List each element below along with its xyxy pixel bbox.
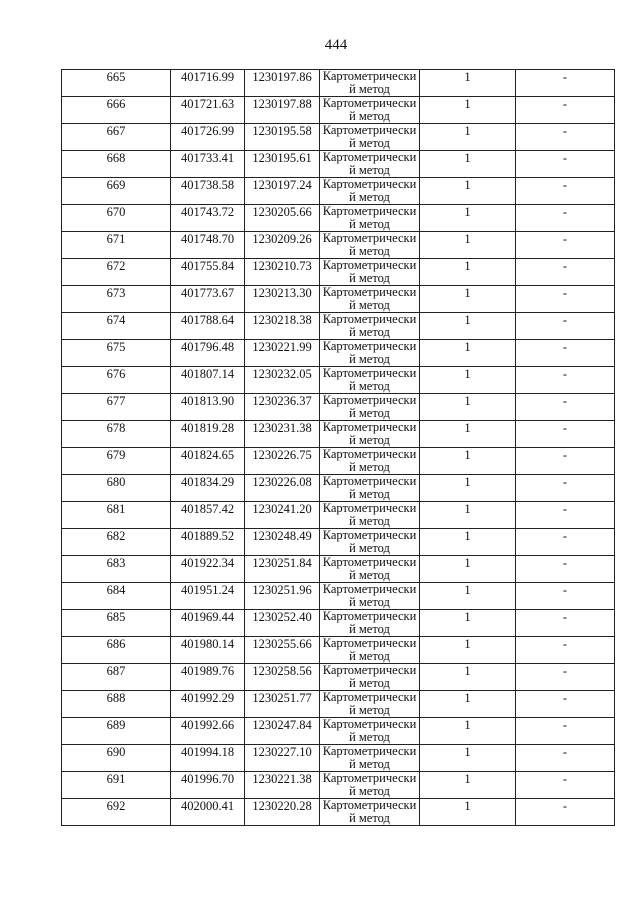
table-row bbox=[62, 286, 615, 313]
point-number-cell: 668 bbox=[62, 151, 171, 178]
accuracy-cell: 1 bbox=[420, 286, 516, 313]
point-number-cell: 686 bbox=[62, 637, 171, 664]
table-row bbox=[62, 475, 615, 502]
x-coordinate-cell: 401738.58 bbox=[171, 178, 245, 205]
x-coordinate-cell: 401813.90 bbox=[171, 394, 245, 421]
x-coordinate-cell: 401994.18 bbox=[171, 745, 245, 772]
point-number-cell: 675 bbox=[62, 340, 171, 367]
method-line-2: й метод bbox=[349, 433, 390, 447]
table-row bbox=[62, 691, 615, 718]
description-cell: - bbox=[516, 718, 615, 745]
method-line-2: й метод bbox=[349, 244, 390, 258]
method-line-1: Картометрически bbox=[322, 474, 417, 488]
method-line-2: й метод bbox=[349, 568, 390, 582]
accuracy-cell: 1 bbox=[420, 448, 516, 475]
method-cell bbox=[320, 610, 420, 637]
description-cell: - bbox=[516, 151, 615, 178]
x-coordinate-cell: 401992.66 bbox=[171, 718, 245, 745]
method-line-1: Картометрически bbox=[322, 393, 417, 407]
method-line-1: Картометрически bbox=[322, 231, 417, 245]
accuracy-cell: 1 bbox=[420, 232, 516, 259]
point-number-cell: 667 bbox=[62, 124, 171, 151]
description-cell: - bbox=[516, 745, 615, 772]
method-cell bbox=[320, 664, 420, 691]
accuracy-cell: 1 bbox=[420, 475, 516, 502]
table-row bbox=[62, 151, 615, 178]
table-row bbox=[62, 232, 615, 259]
description-cell: - bbox=[516, 529, 615, 556]
table-row bbox=[62, 448, 615, 475]
y-coordinate-cell: 1230232.05 bbox=[245, 367, 320, 394]
y-coordinate-cell: 1230197.24 bbox=[245, 178, 320, 205]
method-line-2: й метод bbox=[349, 217, 390, 231]
table-row bbox=[62, 529, 615, 556]
method-line-2: й метод bbox=[349, 784, 390, 798]
method-line-2: й метод bbox=[349, 379, 390, 393]
accuracy-cell: 1 bbox=[420, 772, 516, 799]
y-coordinate-cell: 1230231.38 bbox=[245, 421, 320, 448]
method-cell bbox=[320, 178, 420, 205]
method-cell bbox=[320, 691, 420, 718]
method-line-2: й метод bbox=[349, 406, 390, 420]
point-number-cell: 680 bbox=[62, 475, 171, 502]
point-number-cell: 691 bbox=[62, 772, 171, 799]
method-line-2: й метод bbox=[349, 541, 390, 555]
method-line-2: й метод bbox=[349, 730, 390, 744]
table-row bbox=[62, 664, 615, 691]
description-cell: - bbox=[516, 502, 615, 529]
method-line-1: Картометрически bbox=[322, 501, 417, 515]
description-cell: - bbox=[516, 610, 615, 637]
y-coordinate-cell: 1230251.77 bbox=[245, 691, 320, 718]
accuracy-cell: 1 bbox=[420, 583, 516, 610]
table-row bbox=[62, 70, 615, 97]
y-coordinate-cell: 1230205.66 bbox=[245, 205, 320, 232]
method-line-2: й метод bbox=[349, 460, 390, 474]
method-cell bbox=[320, 772, 420, 799]
method-cell bbox=[320, 556, 420, 583]
y-coordinate-cell: 1230195.58 bbox=[245, 124, 320, 151]
y-coordinate-cell: 1230258.56 bbox=[245, 664, 320, 691]
method-line-1: Картометрически bbox=[322, 123, 417, 137]
accuracy-cell: 1 bbox=[420, 340, 516, 367]
method-cell bbox=[320, 421, 420, 448]
point-number-cell: 692 bbox=[62, 799, 171, 826]
table-row bbox=[62, 718, 615, 745]
x-coordinate-cell: 401889.52 bbox=[171, 529, 245, 556]
point-number-cell: 666 bbox=[62, 97, 171, 124]
point-number-cell: 687 bbox=[62, 664, 171, 691]
accuracy-cell: 1 bbox=[420, 502, 516, 529]
table-row bbox=[62, 394, 615, 421]
method-cell bbox=[320, 394, 420, 421]
y-coordinate-cell: 1230248.49 bbox=[245, 529, 320, 556]
method-line-2: й метод bbox=[349, 325, 390, 339]
y-coordinate-cell: 1230197.86 bbox=[245, 70, 320, 97]
table-row bbox=[62, 556, 615, 583]
point-number-cell: 677 bbox=[62, 394, 171, 421]
y-coordinate-cell: 1230195.61 bbox=[245, 151, 320, 178]
accuracy-cell: 1 bbox=[420, 97, 516, 124]
x-coordinate-cell: 401755.84 bbox=[171, 259, 245, 286]
method-line-2: й метод bbox=[349, 163, 390, 177]
method-line-2: й метод bbox=[349, 649, 390, 663]
coordinates-table bbox=[61, 69, 615, 826]
method-line-2: й метод bbox=[349, 136, 390, 150]
table-row bbox=[62, 313, 615, 340]
accuracy-cell: 1 bbox=[420, 421, 516, 448]
method-line-2: й метод bbox=[349, 190, 390, 204]
x-coordinate-cell: 401733.41 bbox=[171, 151, 245, 178]
y-coordinate-cell: 1230247.84 bbox=[245, 718, 320, 745]
method-line-2: й метод bbox=[349, 595, 390, 609]
table-body bbox=[62, 70, 615, 826]
description-cell: - bbox=[516, 286, 615, 313]
description-cell: - bbox=[516, 394, 615, 421]
y-coordinate-cell: 1230227.10 bbox=[245, 745, 320, 772]
table-row bbox=[62, 799, 615, 826]
x-coordinate-cell: 401788.64 bbox=[171, 313, 245, 340]
point-number-cell: 688 bbox=[62, 691, 171, 718]
x-coordinate-cell: 401716.99 bbox=[171, 70, 245, 97]
method-line-1: Картометрически bbox=[322, 636, 417, 650]
point-number-cell: 682 bbox=[62, 529, 171, 556]
description-cell: - bbox=[516, 691, 615, 718]
x-coordinate-cell: 401989.76 bbox=[171, 664, 245, 691]
method-line-1: Картометрически bbox=[322, 339, 417, 353]
accuracy-cell: 1 bbox=[420, 799, 516, 826]
description-cell: - bbox=[516, 772, 615, 799]
table-row bbox=[62, 745, 615, 772]
method-cell bbox=[320, 313, 420, 340]
method-line-2: й метод bbox=[349, 82, 390, 96]
description-cell: - bbox=[516, 232, 615, 259]
y-coordinate-cell: 1230251.84 bbox=[245, 556, 320, 583]
x-coordinate-cell: 401748.70 bbox=[171, 232, 245, 259]
accuracy-cell: 1 bbox=[420, 313, 516, 340]
description-cell: - bbox=[516, 637, 615, 664]
x-coordinate-cell: 401951.24 bbox=[171, 583, 245, 610]
y-coordinate-cell: 1230226.08 bbox=[245, 475, 320, 502]
method-line-2: й метод bbox=[349, 487, 390, 501]
method-line-1: Картометрически bbox=[322, 690, 417, 704]
page-number: 444 bbox=[324, 37, 348, 53]
method-line-2: й метод bbox=[349, 811, 390, 825]
method-line-1: Картометрически bbox=[322, 609, 417, 623]
description-cell: - bbox=[516, 259, 615, 286]
x-coordinate-cell: 401980.14 bbox=[171, 637, 245, 664]
y-coordinate-cell: 1230236.37 bbox=[245, 394, 320, 421]
table-row bbox=[62, 610, 615, 637]
method-cell bbox=[320, 97, 420, 124]
method-line-1: Картометрически bbox=[322, 285, 417, 299]
accuracy-cell: 1 bbox=[420, 529, 516, 556]
method-line-1: Картометрически bbox=[322, 177, 417, 191]
description-cell: - bbox=[516, 340, 615, 367]
x-coordinate-cell: 402000.41 bbox=[171, 799, 245, 826]
table-row bbox=[62, 124, 615, 151]
point-number-cell: 676 bbox=[62, 367, 171, 394]
method-line-1: Картометрически bbox=[322, 771, 417, 785]
point-number-cell: 683 bbox=[62, 556, 171, 583]
method-line-1: Картометрически bbox=[322, 744, 417, 758]
x-coordinate-cell: 401922.34 bbox=[171, 556, 245, 583]
method-line-1: Картометрически bbox=[322, 528, 417, 542]
description-cell: - bbox=[516, 664, 615, 691]
method-line-1: Картометрически bbox=[322, 447, 417, 461]
table-row bbox=[62, 340, 615, 367]
method-line-1: Картометрически bbox=[322, 312, 417, 326]
method-cell bbox=[320, 259, 420, 286]
table-row bbox=[62, 205, 615, 232]
method-cell bbox=[320, 124, 420, 151]
accuracy-cell: 1 bbox=[420, 610, 516, 637]
description-cell: - bbox=[516, 97, 615, 124]
y-coordinate-cell: 1230221.99 bbox=[245, 340, 320, 367]
accuracy-cell: 1 bbox=[420, 745, 516, 772]
accuracy-cell: 1 bbox=[420, 178, 516, 205]
method-line-1: Картометрически bbox=[322, 555, 417, 569]
table-row bbox=[62, 421, 615, 448]
accuracy-cell: 1 bbox=[420, 718, 516, 745]
x-coordinate-cell: 401996.70 bbox=[171, 772, 245, 799]
accuracy-cell: 1 bbox=[420, 259, 516, 286]
x-coordinate-cell: 401857.42 bbox=[171, 502, 245, 529]
x-coordinate-cell: 401796.48 bbox=[171, 340, 245, 367]
accuracy-cell: 1 bbox=[420, 556, 516, 583]
point-number-cell: 671 bbox=[62, 232, 171, 259]
method-line-1: Картометрически bbox=[322, 69, 417, 83]
method-line-1: Картометрически bbox=[322, 663, 417, 677]
description-cell: - bbox=[516, 70, 615, 97]
method-cell bbox=[320, 475, 420, 502]
y-coordinate-cell: 1230197.88 bbox=[245, 97, 320, 124]
method-line-1: Картометрически bbox=[322, 420, 417, 434]
method-line-2: й метод bbox=[349, 514, 390, 528]
method-cell bbox=[320, 232, 420, 259]
point-number-cell: 685 bbox=[62, 610, 171, 637]
accuracy-cell: 1 bbox=[420, 124, 516, 151]
x-coordinate-cell: 401819.28 bbox=[171, 421, 245, 448]
table-row bbox=[62, 97, 615, 124]
method-line-1: Картометрически bbox=[322, 150, 417, 164]
method-line-1: Картометрически bbox=[322, 582, 417, 596]
y-coordinate-cell: 1230213.30 bbox=[245, 286, 320, 313]
method-line-2: й метод bbox=[349, 622, 390, 636]
table-row bbox=[62, 178, 615, 205]
accuracy-cell: 1 bbox=[420, 394, 516, 421]
y-coordinate-cell: 1230226.75 bbox=[245, 448, 320, 475]
y-coordinate-cell: 1230252.40 bbox=[245, 610, 320, 637]
point-number-cell: 673 bbox=[62, 286, 171, 313]
method-line-1: Картометрически bbox=[322, 96, 417, 110]
point-number-cell: 665 bbox=[62, 70, 171, 97]
method-line-2: й метод bbox=[349, 703, 390, 717]
x-coordinate-cell: 401721.63 bbox=[171, 97, 245, 124]
table-row bbox=[62, 583, 615, 610]
y-coordinate-cell: 1230255.66 bbox=[245, 637, 320, 664]
method-line-2: й метод bbox=[349, 109, 390, 123]
y-coordinate-cell: 1230221.38 bbox=[245, 772, 320, 799]
method-cell bbox=[320, 70, 420, 97]
method-line-2: й метод bbox=[349, 298, 390, 312]
table-row bbox=[62, 772, 615, 799]
description-cell: - bbox=[516, 205, 615, 232]
method-cell bbox=[320, 448, 420, 475]
method-line-1: Картометрически bbox=[322, 258, 417, 272]
table-row bbox=[62, 502, 615, 529]
method-cell bbox=[320, 502, 420, 529]
point-number-cell: 681 bbox=[62, 502, 171, 529]
x-coordinate-cell: 401807.14 bbox=[171, 367, 245, 394]
x-coordinate-cell: 401969.44 bbox=[171, 610, 245, 637]
accuracy-cell: 1 bbox=[420, 205, 516, 232]
point-number-cell: 678 bbox=[62, 421, 171, 448]
method-cell bbox=[320, 286, 420, 313]
method-cell bbox=[320, 151, 420, 178]
description-cell: - bbox=[516, 367, 615, 394]
method-line-1: Картометрически bbox=[322, 717, 417, 731]
y-coordinate-cell: 1230241.20 bbox=[245, 502, 320, 529]
point-number-cell: 689 bbox=[62, 718, 171, 745]
method-line-1: Картометрически bbox=[322, 798, 417, 812]
method-cell bbox=[320, 340, 420, 367]
method-cell bbox=[320, 529, 420, 556]
table-row bbox=[62, 367, 615, 394]
point-number-cell: 672 bbox=[62, 259, 171, 286]
accuracy-cell: 1 bbox=[420, 151, 516, 178]
description-cell: - bbox=[516, 178, 615, 205]
point-number-cell: 679 bbox=[62, 448, 171, 475]
accuracy-cell: 1 bbox=[420, 70, 516, 97]
description-cell: - bbox=[516, 124, 615, 151]
x-coordinate-cell: 401992.29 bbox=[171, 691, 245, 718]
description-cell: - bbox=[516, 799, 615, 826]
point-number-cell: 670 bbox=[62, 205, 171, 232]
description-cell: - bbox=[516, 475, 615, 502]
point-number-cell: 674 bbox=[62, 313, 171, 340]
table-row bbox=[62, 259, 615, 286]
accuracy-cell: 1 bbox=[420, 664, 516, 691]
method-line-2: й метод bbox=[349, 757, 390, 771]
method-cell bbox=[320, 205, 420, 232]
x-coordinate-cell: 401743.72 bbox=[171, 205, 245, 232]
method-cell bbox=[320, 745, 420, 772]
method-cell bbox=[320, 718, 420, 745]
method-line-2: й метод bbox=[349, 352, 390, 366]
y-coordinate-cell: 1230209.26 bbox=[245, 232, 320, 259]
method-cell bbox=[320, 367, 420, 394]
method-cell bbox=[320, 799, 420, 826]
description-cell: - bbox=[516, 583, 615, 610]
y-coordinate-cell: 1230220.28 bbox=[245, 799, 320, 826]
table-row bbox=[62, 637, 615, 664]
accuracy-cell: 1 bbox=[420, 367, 516, 394]
y-coordinate-cell: 1230210.73 bbox=[245, 259, 320, 286]
description-cell: - bbox=[516, 556, 615, 583]
accuracy-cell: 1 bbox=[420, 637, 516, 664]
method-cell bbox=[320, 637, 420, 664]
description-cell: - bbox=[516, 421, 615, 448]
method-line-1: Картометрически bbox=[322, 204, 417, 218]
x-coordinate-cell: 401726.99 bbox=[171, 124, 245, 151]
method-cell bbox=[320, 583, 420, 610]
description-cell: - bbox=[516, 448, 615, 475]
x-coordinate-cell: 401773.67 bbox=[171, 286, 245, 313]
point-number-cell: 684 bbox=[62, 583, 171, 610]
y-coordinate-cell: 1230251.96 bbox=[245, 583, 320, 610]
description-cell: - bbox=[516, 313, 615, 340]
y-coordinate-cell: 1230218.38 bbox=[245, 313, 320, 340]
x-coordinate-cell: 401834.29 bbox=[171, 475, 245, 502]
x-coordinate-cell: 401824.65 bbox=[171, 448, 245, 475]
method-line-2: й метод bbox=[349, 676, 390, 690]
method-line-1: Картометрически bbox=[322, 366, 417, 380]
method-line-2: й метод bbox=[349, 271, 390, 285]
point-number-cell: 690 bbox=[62, 745, 171, 772]
accuracy-cell: 1 bbox=[420, 691, 516, 718]
point-number-cell: 669 bbox=[62, 178, 171, 205]
